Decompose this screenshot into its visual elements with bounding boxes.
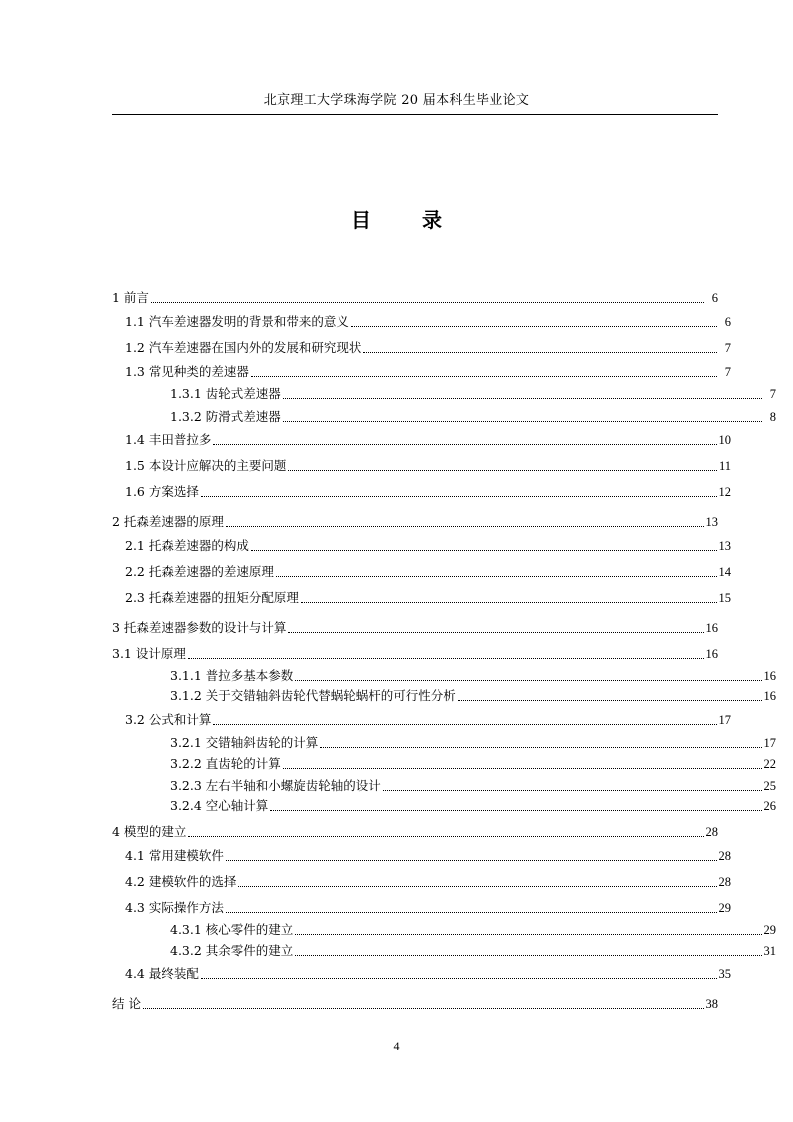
- toc-entry-page: 6: [724, 315, 731, 329]
- toc-entry-label: 1 前言: [112, 290, 149, 305]
- toc-entry-label: 3.2.3 左右半轴和小螺旋齿轮轴的设计: [170, 778, 381, 793]
- toc-entry[interactable]: [112, 686, 776, 706]
- toc-entry-page: 35: [718, 967, 731, 981]
- toc-entry-page: 7: [724, 341, 731, 355]
- toc-entry-label: 4.3.2 其余零件的建立: [170, 943, 294, 958]
- toc-entry-label: 1.3.1 齿轮式差速器: [170, 386, 281, 401]
- running-header: 北京理工大学珠海学院 20 届本科生毕业论文: [263, 93, 530, 108]
- toc-entry[interactable]: [112, 482, 731, 502]
- toc-entry-page: 29: [718, 901, 731, 915]
- toc-entry-page: 28: [718, 875, 731, 889]
- dot-leader: [295, 934, 761, 935]
- toc-entry-page: 13: [718, 539, 731, 553]
- toc-entry-label: 3.1.1 普拉多基本参数: [170, 668, 294, 683]
- dot-leader: [251, 550, 717, 551]
- toc-entry[interactable]: [112, 588, 731, 608]
- toc-entry[interactable]: [112, 796, 776, 816]
- toc-entry-page: 6: [711, 291, 718, 305]
- toc-entry-label: 2 托森差速器的原理: [112, 514, 224, 529]
- dot-leader: [363, 352, 717, 353]
- toc-entry[interactable]: [112, 754, 776, 774]
- toc-entry-page: 7: [724, 365, 731, 379]
- dot-leader: [295, 955, 761, 956]
- toc-entry[interactable]: [112, 384, 776, 404]
- toc-entry-label: 1.3 常见种类的差速器: [125, 364, 249, 379]
- dot-leader: [226, 912, 717, 913]
- toc-entry-label: 4.2 建模软件的选择: [125, 874, 237, 889]
- dot-leader: [213, 444, 716, 445]
- toc-entry-page: 26: [763, 799, 776, 813]
- dot-leader: [201, 978, 717, 979]
- toc-entry-page: 38: [705, 997, 718, 1011]
- toc-entry-page: 16: [763, 689, 776, 703]
- toc-entry[interactable]: [112, 618, 718, 638]
- toc-entry-label: 4 模型的建立: [112, 824, 187, 839]
- toc-entry-label: 1.5 本设计应解决的主要问题: [125, 458, 287, 473]
- toc-entry-page: 28: [718, 849, 731, 863]
- toc-entry[interactable]: [112, 456, 731, 476]
- toc-entry[interactable]: [112, 338, 731, 358]
- header-rule: [112, 114, 718, 115]
- toc-entry-label: 1.2 汽车差速器在国内外的发展和研究现状: [125, 340, 362, 355]
- toc-entry-label: 4.3 实际操作方法: [125, 900, 224, 915]
- dot-leader: [226, 860, 717, 861]
- dot-leader: [188, 836, 703, 837]
- dot-leader: [283, 421, 762, 422]
- toc-entry-label: 3.1.2 关于交错轴斜齿轮代替蜗轮蜗杆的可行性分析: [170, 688, 456, 703]
- dot-leader: [201, 496, 717, 497]
- toc-entry-page: 15: [718, 591, 731, 605]
- toc-entry[interactable]: [112, 288, 718, 308]
- toc-entry-page: 13: [705, 515, 718, 529]
- toc-entry-label: 2.1 托森差速器的构成: [125, 538, 249, 553]
- dot-leader: [320, 747, 761, 748]
- toc-entry-label: 4.3.1 核心零件的建立: [170, 922, 294, 937]
- dot-leader: [295, 680, 761, 681]
- toc-entry-page: 31: [763, 944, 776, 958]
- dot-leader: [458, 700, 762, 701]
- toc-entry-page: 16: [705, 647, 718, 661]
- toc-entry[interactable]: [112, 776, 776, 796]
- toc-entry-label: 1.1 汽车差速器发明的背景和带来的意义: [125, 314, 349, 329]
- dot-leader: [251, 376, 717, 377]
- toc-entry[interactable]: [112, 733, 776, 753]
- dot-leader: [151, 302, 704, 303]
- toc-entry[interactable]: [112, 312, 731, 332]
- toc-entry[interactable]: [112, 846, 731, 866]
- toc-entry[interactable]: [112, 964, 731, 984]
- toc-entry[interactable]: [112, 710, 731, 730]
- toc-entry-label: 3 托森差速器参数的设计与计算: [112, 620, 287, 635]
- toc-entry-page: 17: [763, 736, 776, 750]
- dot-leader: [288, 470, 717, 471]
- toc-entry-label: 2.2 托森差速器的差速原理: [125, 564, 274, 579]
- toc-entry-label: 结 论: [112, 996, 141, 1011]
- dot-leader: [351, 326, 717, 327]
- dot-leader: [238, 886, 716, 887]
- toc-entry[interactable]: [112, 898, 731, 918]
- toc-entry[interactable]: [112, 872, 731, 892]
- toc-entry[interactable]: [112, 644, 718, 664]
- dot-leader: [283, 768, 762, 769]
- toc-entry-page: 8: [769, 410, 776, 424]
- toc-entry-page: 29: [763, 923, 776, 937]
- dot-leader: [143, 1008, 704, 1009]
- toc-entry[interactable]: [112, 941, 776, 961]
- toc-entry-label: 1.3.2 防滑式差速器: [170, 409, 281, 424]
- dot-leader: [188, 658, 704, 659]
- toc-entry[interactable]: [112, 362, 731, 382]
- toc-entry-page: 28: [705, 825, 718, 839]
- toc-entry[interactable]: [112, 536, 731, 556]
- toc-title: 目 录: [351, 208, 464, 232]
- dot-leader: [288, 632, 703, 633]
- toc-entry-label: 3.2.4 空心轴计算: [170, 798, 269, 813]
- dot-leader: [383, 790, 762, 791]
- toc-entry[interactable]: [112, 512, 718, 532]
- toc-entry-label: 1.6 方案选择: [125, 484, 199, 499]
- toc-entry[interactable]: [112, 920, 776, 940]
- toc-entry-label: 4.1 常用建模软件: [125, 848, 224, 863]
- toc-entry-page: 22: [763, 757, 776, 771]
- toc-entry-page: 16: [763, 669, 776, 683]
- toc-entry-label: 3.2 公式和计算: [125, 712, 212, 727]
- toc-entry[interactable]: [112, 562, 731, 582]
- toc-entry-page: 17: [718, 713, 731, 727]
- toc-entry-page: 12: [718, 485, 731, 499]
- toc-entry[interactable]: [112, 666, 776, 686]
- toc-entry-page: 14: [718, 565, 731, 579]
- toc-entry-page: 25: [763, 779, 776, 793]
- dot-leader: [213, 724, 716, 725]
- toc-entry-label: 4.4 最终装配: [125, 966, 199, 981]
- toc-entry[interactable]: [112, 407, 776, 427]
- dot-leader: [301, 602, 717, 603]
- toc-entry-label: 2.3 托森差速器的扭矩分配原理: [125, 590, 299, 605]
- toc-entry-label: 1.4 丰田普拉多: [125, 432, 212, 447]
- toc-entry-page: 10: [718, 433, 731, 447]
- toc-entry[interactable]: [112, 430, 731, 450]
- page-number: 4: [393, 1039, 400, 1053]
- dot-leader: [270, 810, 761, 811]
- toc-entry-page: 11: [718, 459, 731, 473]
- toc-entry-label: 3.2.1 交错轴斜齿轮的计算: [170, 735, 319, 750]
- toc-entry[interactable]: [112, 994, 718, 1014]
- dot-leader: [276, 576, 717, 577]
- toc-entry-page: 16: [705, 621, 718, 635]
- dot-leader: [226, 526, 704, 527]
- dot-leader: [283, 398, 762, 399]
- toc-entry-label: 3.2.2 直齿轮的计算: [170, 756, 281, 771]
- toc-entry-label: 3.1 设计原理: [112, 646, 186, 661]
- toc-entry-page: 7: [769, 387, 776, 401]
- toc-entry[interactable]: [112, 822, 718, 842]
